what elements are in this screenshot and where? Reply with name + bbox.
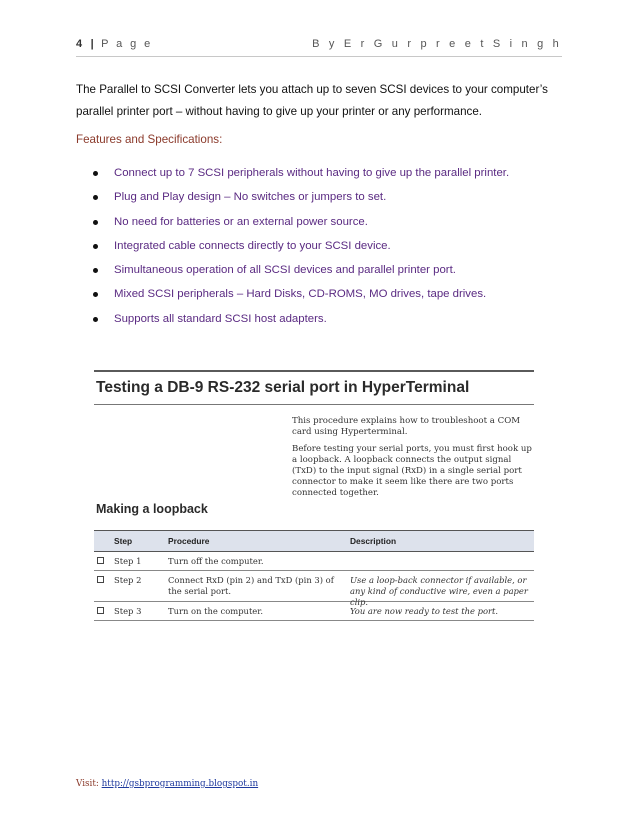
table-row — [94, 571, 534, 607]
checkbox-icon — [97, 576, 104, 583]
bullet-icon — [93, 171, 98, 176]
features-heading: Features and Specifications: — [76, 133, 223, 146]
checkbox-icon — [97, 557, 104, 564]
figure-title-rule — [94, 404, 534, 405]
page-footer — [76, 779, 258, 789]
page-number: 4 — [76, 38, 84, 50]
features-list — [76, 164, 562, 334]
figure-paragraph-1: This procedure explains how to troubleshoot a COM card using Hyperterminal. — [292, 416, 521, 437]
blog-link[interactable]: http://gsbprogramming.blogspot.in — [101, 779, 259, 789]
feature-text: Integrated cable connects directly to your SCSI device. — [114, 239, 391, 252]
feature-text: Simultaneous operation of all SCSI devices and parallel printer port. — [114, 264, 456, 277]
row-step: Step 2 — [114, 575, 142, 585]
list-item — [76, 188, 562, 212]
bullet-icon — [93, 195, 98, 200]
row-description: You are now ready to test the port. — [350, 606, 499, 616]
bullet-icon — [93, 268, 98, 273]
feature-text: Supports all standard SCSI host adapters. — [114, 312, 327, 325]
feature-text: Connect up to 7 SCSI peripherals without having to give up the parallel printer. — [114, 167, 510, 179]
row-procedure: Turn on the computer. — [168, 606, 264, 616]
table-header — [94, 530, 534, 552]
figure-body — [292, 416, 532, 505]
list-item — [76, 285, 562, 309]
intro-paragraph: The Parallel to SCSI Converter lets you attach up to seven SCSI devices to your computer’s parallel printer port – without having to give up your printer or any performance. — [76, 83, 548, 118]
row-procedure: Turn off the computer. — [168, 556, 264, 566]
figure-top-rule — [94, 370, 534, 372]
page-word: P a g e — [101, 38, 153, 50]
page-separator: | — [90, 38, 94, 50]
page-header — [76, 38, 562, 56]
bullet-icon — [93, 244, 98, 249]
loopback-table — [94, 530, 534, 621]
header-procedure: Procedure — [168, 536, 210, 546]
figure-paragraph-2: Before testing your serial ports, you must first hook up a loopback. A loopback connects the output signal (TxD) to the input signal (RxD) in a single serial port connector to make it seem like there are two ports connected together. — [292, 444, 532, 498]
author-byline: B y E r G u r p r e e t S i n g h — [312, 38, 562, 50]
feature-text: Plug and Play design – No switches or jumpers to set. — [114, 191, 387, 204]
list-item — [76, 261, 562, 285]
table-row — [94, 602, 534, 621]
figure-title: Testing a DB-9 RS-232 serial port in HyperTerminal — [96, 379, 470, 396]
list-item — [76, 310, 562, 334]
row-procedure: Connect RxD (pin 2) and TxD (pin 3) of the serial port. — [168, 575, 334, 596]
table-row — [94, 552, 534, 571]
feature-text: No need for batteries or an external power source. — [114, 215, 368, 228]
embedded-figure — [94, 370, 534, 632]
checkbox-icon — [97, 607, 104, 614]
header-description: Description — [350, 536, 397, 546]
list-item — [76, 237, 562, 261]
row-description: Use a loop-back connector if available, or any kind of conductive wire, even a paper clip. — [350, 575, 528, 607]
bullet-icon — [93, 292, 98, 297]
bullet-icon — [93, 317, 98, 322]
bullet-icon — [93, 220, 98, 225]
header-step: Step — [114, 536, 133, 546]
header-divider — [76, 56, 562, 57]
list-item — [76, 213, 562, 237]
row-step: Step 1 — [114, 556, 142, 566]
feature-text: Mixed SCSI peripherals – Hard Disks, CD-ROMS, MO drives, tape drives. — [114, 288, 487, 301]
footer-label: Visit: — [76, 779, 102, 789]
figure-subtitle: Making a loopback — [96, 502, 208, 516]
list-item — [76, 164, 562, 188]
row-step: Step 3 — [114, 606, 142, 616]
